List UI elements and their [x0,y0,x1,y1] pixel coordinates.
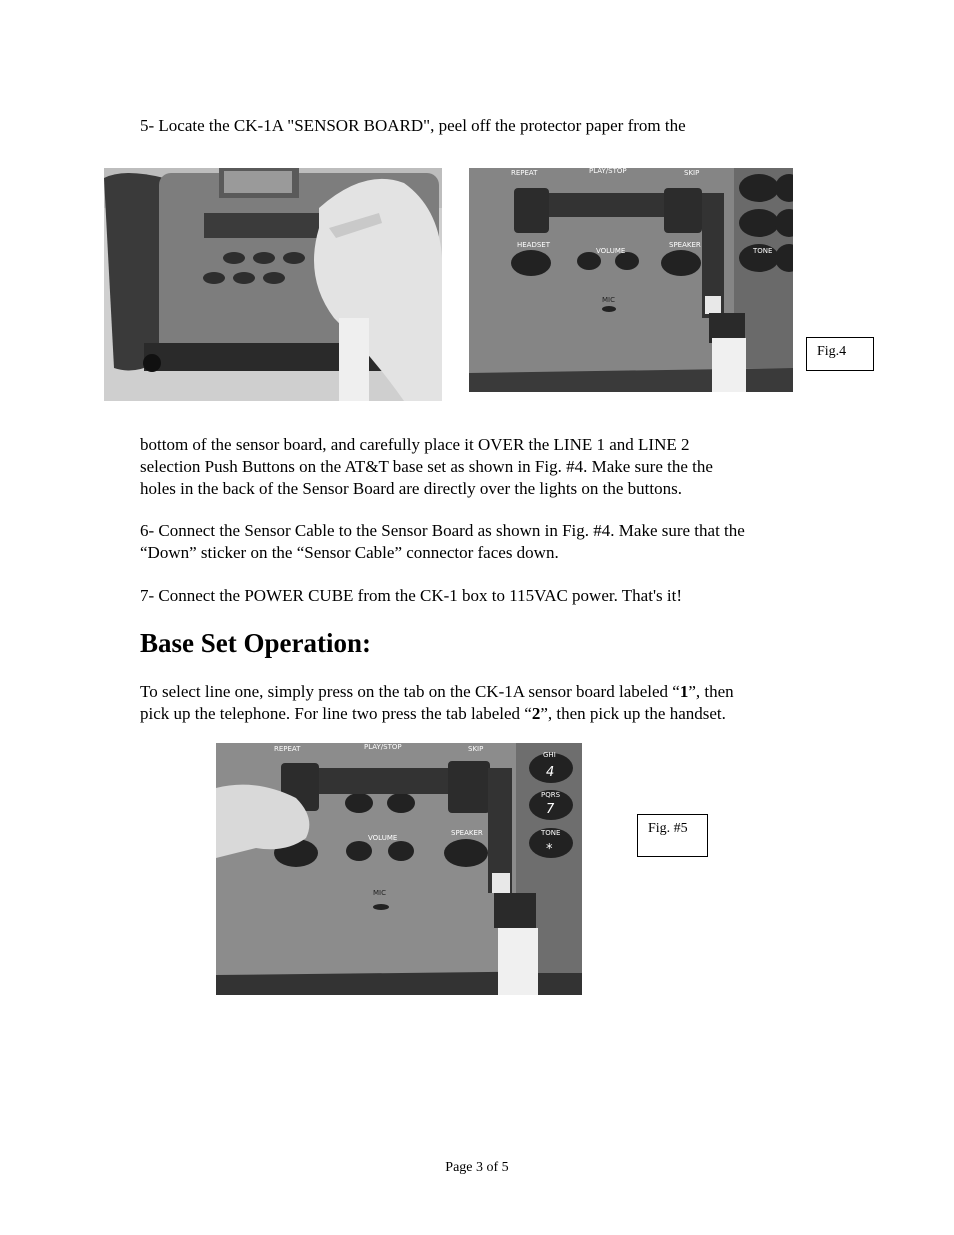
op-line2-tab-number: 2 [531,704,541,723]
photo3-label-ghi: GHI [543,751,556,759]
op-line2-part-a: pick up the telephone. For line two press the tab labeled “ [140,704,532,723]
step6-text-line1: 6- Connect the Sensor Cable to the Sensor Board as shown in Fig. #4. Make sure that the [140,521,745,540]
photo3-label-repeat: REPEAT [274,745,301,753]
step5-text-line3: holes in the back of the Sensor Board are directly over the lights on the buttons. [140,479,682,498]
photo3-label-volume: VOLUME [368,834,398,842]
photo3-label-skip: SKIP [468,745,484,753]
photo2-label-repeat: REPEAT [511,169,538,177]
op-line1-part-c: ”, then [688,682,734,701]
photo-sensor-board-closeup [469,168,793,392]
section-heading: Base Set Operation: [140,628,371,658]
step5-text-line2: selection Push Buttons on the AT&T base set as shown in Fig. #4. Make sure the the [140,457,713,476]
photo3-label-play-stop: PLAY/STOP [364,743,402,751]
operation-text-line2 [140,703,726,725]
photo2-label-play-stop: PLAY/STOP [589,168,627,175]
photo3-label-tone: TONE [541,829,561,837]
step5-text-line1: bottom of the sensor board, and carefully place it OVER the LINE 1 and LINE 2 [140,435,690,454]
step6-text-line2: “Down” sticker on the “Sensor Cable” connector faces down. [140,543,559,562]
op-line1-part-a: To select line one, simply press on the tab on the CK-1A sensor board labeled “ [140,682,680,701]
photo2-label-skip: SKIP [684,169,700,177]
step5-intro: 5- Locate the CK-1A "SENSOR BOARD", peel off the protector paper from the [140,116,686,135]
photo2-label-tone: TONE [753,247,773,255]
photo3-key-4: 4 [546,765,555,780]
fig5-caption-box [637,814,708,857]
fig4-label: Fig.4 [817,344,847,359]
photo-hand-placing-board [104,168,442,401]
page-footer: Page 3 of 5 [445,1160,509,1175]
photo3-key-star: * [546,842,553,857]
photo2-label-headset: HEADSET [517,241,551,249]
photo-finger-pressing-tab [216,743,582,995]
photo2-label-speaker: SPEAKER [669,241,701,249]
photo3-label-pqrs: PQRS [541,791,561,799]
photo3-label-mic: MIC [373,889,386,897]
photo3-label-speaker: SPEAKER [451,829,483,837]
op-line2-part-c: ”, then pick up the handset. [540,704,726,723]
fig4-caption-box [806,337,874,371]
photo3-key-7: 7 [546,802,555,817]
operation-text-line1 [140,681,734,703]
photo2-label-volume: VOLUME [596,247,626,255]
op-line1-tab-number: 1 [679,682,689,701]
fig5-label: Fig. #5 [648,821,688,836]
photo2-label-mic: MIC [602,296,615,304]
step7-text: 7- Connect the POWER CUBE from the CK-1 box to 115VAC power. That's it! [140,586,682,605]
